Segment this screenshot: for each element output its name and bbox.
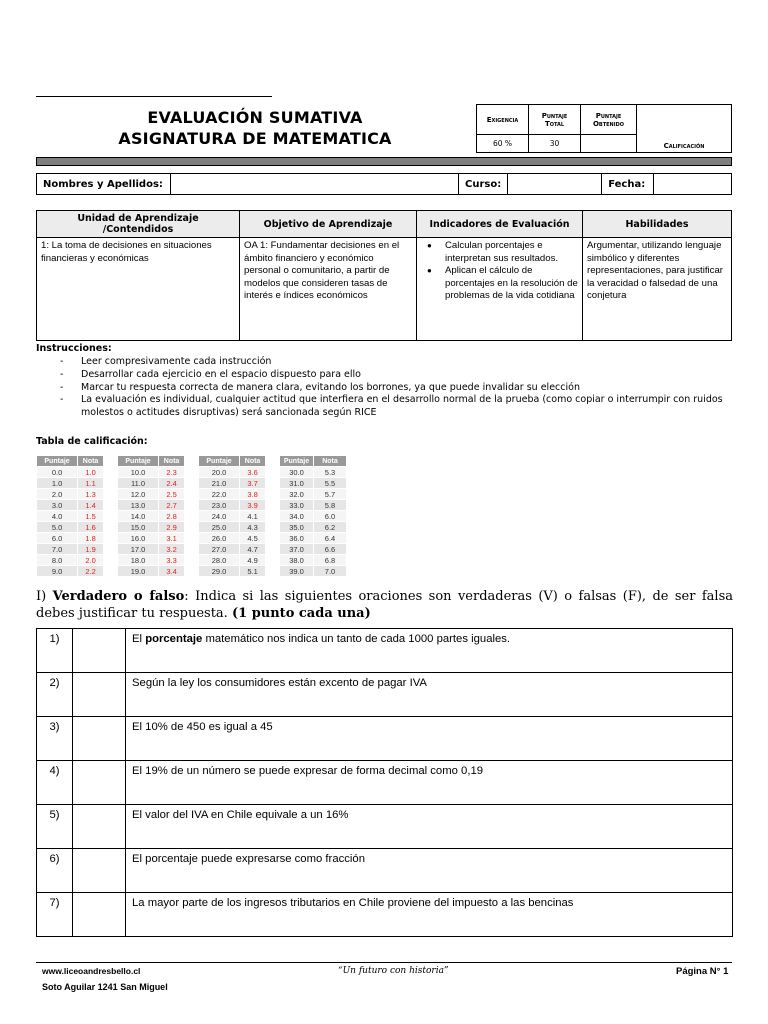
grade-nota-cell: 1.8: [78, 533, 104, 544]
table-row: [37, 478, 104, 489]
grade-puntaje-cell: 11.0: [118, 478, 159, 489]
grade-puntaje-cell: 28.0: [199, 555, 240, 566]
grade-nota-cell: 3.2: [159, 544, 185, 555]
grade-col-nota: Nota: [78, 456, 104, 467]
grade-nota-cell: 1.5: [78, 511, 104, 522]
table-row: 4) El 19% de un número se puede expresar de forma decimal como 0,19: [37, 761, 733, 805]
instructions-title: Instrucciones:: [36, 343, 112, 354]
course-field[interactable]: [508, 174, 602, 195]
grade-col-nota: Nota: [240, 456, 266, 467]
statement-cell: El 19% de un número se puede expresar de forma decimal como 0,19: [126, 761, 733, 805]
grade-puntaje-cell: 36.0: [280, 533, 314, 544]
grade-col-puntaje: Puntaje: [37, 456, 78, 467]
grade-puntaje-cell: 38.0: [280, 555, 314, 566]
grade-puntaje-cell: 33.0: [280, 500, 314, 511]
grade-puntaje-cell: 26.0: [199, 533, 240, 544]
header-skills: Habilidades: [583, 211, 732, 238]
grade-puntaje-cell: 4.0: [37, 511, 78, 522]
name-label: Nombres y Apellidos:: [37, 174, 171, 195]
answer-cell[interactable]: [73, 673, 126, 717]
table-row: 3) El 10% de 450 es igual a 45: [37, 717, 733, 761]
grade-col-puntaje: Puntaje: [118, 456, 159, 467]
header-indicators: Indicadores de Evaluación: [417, 211, 583, 238]
grade-nota-cell: 1.0: [78, 467, 104, 478]
separator-bar: [36, 157, 732, 166]
student-info-row: [36, 173, 732, 195]
grade-nota-cell: 3.9: [240, 500, 266, 511]
course-label: Curso:: [459, 174, 508, 195]
grade-nota-cell: 2.9: [159, 522, 185, 533]
table-row: [280, 533, 347, 544]
table-row: [199, 478, 266, 489]
table-row: [118, 544, 185, 555]
grade-puntaje-cell: 39.0: [280, 566, 314, 577]
grade-table-block: [117, 455, 185, 577]
grade-puntaje-cell: 12.0: [118, 489, 159, 500]
table-row: [280, 467, 347, 478]
unit-cell: 1: La toma de decisiones en situaciones financieras y económicas: [37, 238, 240, 341]
grade-nota-cell: 4.1: [240, 511, 266, 522]
grade-nota-cell: 1.6: [78, 522, 104, 533]
table-row: [199, 566, 266, 577]
table-row: [118, 566, 185, 577]
table-row: [280, 500, 347, 511]
unit-table: [36, 210, 732, 341]
table-row: [199, 522, 266, 533]
grade-puntaje-cell: 3.0: [37, 500, 78, 511]
footer-website[interactable]: www.liceoandresbello.cl: [42, 966, 141, 976]
puntaje-obtenido-field[interactable]: [581, 135, 637, 153]
objective-cell: OA 1: Fundamentar decisiones en el ámbito financiero y económico personal o comunitario, a partir de modelos que consideren tasas de interés e índices económicos: [240, 238, 417, 341]
bullet-icon: ●: [427, 241, 432, 250]
table-row: 7) La mayor parte de los ingresos tributarios en Chile proviene del impuesto a las bencinas: [37, 893, 733, 937]
statement-cell: El porcentaje matemático nos indica un tanto de cada 1000 partes iguales.: [126, 629, 733, 673]
grade-nota-cell: 1.1: [78, 478, 104, 489]
grade-puntaje-cell: 24.0: [199, 511, 240, 522]
answer-cell[interactable]: [73, 761, 126, 805]
header-unit: Unidad de Aprendizaje /Contendidos: [37, 211, 240, 238]
grade-col-nota: Nota: [314, 456, 347, 467]
table-row: [37, 544, 104, 555]
grade-nota-cell: 3.4: [159, 566, 185, 577]
grade-nota-cell: 5.1: [240, 566, 266, 577]
grade-puntaje-cell: 0.0: [37, 467, 78, 478]
table-row: [37, 522, 104, 533]
table-row: [118, 555, 185, 566]
table-row: [199, 467, 266, 478]
table-row: [199, 511, 266, 522]
grade-nota-cell: 6.8: [314, 555, 347, 566]
grade-puntaje-cell: 34.0: [280, 511, 314, 522]
table-row: [280, 489, 347, 500]
table-row: [280, 522, 347, 533]
table-row: 2) Según la ley los consumidores están excento de pagar IVA: [37, 673, 733, 717]
instructions-list: [60, 356, 736, 420]
grade-puntaje-cell: 6.0: [37, 533, 78, 544]
table-row: [118, 478, 185, 489]
grade-col-nota: Nota: [159, 456, 185, 467]
header-objective: Objetivo de Aprendizaje: [240, 211, 417, 238]
grade-nota-cell: 7.0: [314, 566, 347, 577]
true-false-table: [36, 628, 733, 937]
document-title: EVALUACIÓN SUMATIVA: [147, 108, 363, 127]
indicators-cell: [417, 238, 583, 341]
answer-cell[interactable]: [73, 805, 126, 849]
grade-col-puntaje: Puntaje: [199, 456, 240, 467]
grade-nota-cell: 2.3: [159, 467, 185, 478]
table-row: [280, 511, 347, 522]
grade-puntaje-cell: 30.0: [280, 467, 314, 478]
table-row: [37, 533, 104, 544]
footer-rule: [36, 962, 732, 963]
page-number: Página N° 1: [676, 966, 729, 977]
grade-table-label: Tabla de calificación:: [36, 436, 148, 447]
grade-puntaje-cell: 23.0: [199, 500, 240, 511]
table-row: [280, 544, 347, 555]
table-row: [199, 555, 266, 566]
table-row: [37, 467, 104, 478]
table-row: 6) El porcentaje puede expresarse como fracción: [37, 849, 733, 893]
grade-puntaje-cell: 9.0: [37, 566, 78, 577]
table-row: [199, 500, 266, 511]
grade-puntaje-cell: 22.0: [199, 489, 240, 500]
statement-cell: El 10% de 450 es igual a 45: [126, 717, 733, 761]
instruction-item: - Leer compresivamente cada instrucción: [60, 356, 272, 367]
statement-cell: El valor del IVA en Chile equivale a un 16%: [126, 805, 733, 849]
grade-nota-cell: 2.0: [78, 555, 104, 566]
grade-puntaje-cell: 16.0: [118, 533, 159, 544]
grade-col-puntaje: Puntaje: [280, 456, 314, 467]
section-1-instruction: I) Verdadero o falso: Indica si las siguientes oraciones son verdaderas (V) o falsas (F), de ser falsa debes justificar tu respuesta. (1 punto cada una): [36, 589, 734, 621]
indicator-item: ● Aplican el cálculo de porcentajes en la resolución de problemas de la vida cotidiana: [427, 265, 578, 301]
table-row: [118, 533, 185, 544]
table-row: [199, 544, 266, 555]
grade-nota-cell: 3.1: [159, 533, 185, 544]
table-row: 1) El porcentaje matemático nos indica un tanto de cada 1000 partes iguales.: [37, 629, 733, 673]
statement-cell: El porcentaje puede expresarse como fracción: [126, 849, 733, 893]
table-row: [118, 467, 185, 478]
exigencia-value: 60 %: [477, 135, 529, 153]
grade-puntaje-cell: 2.0: [37, 489, 78, 500]
grade-nota-cell: 5.8: [314, 500, 347, 511]
grade-nota-cell: 5.3: [314, 467, 347, 478]
subject-title: ASIGNATURA DE MATEMATICA: [118, 129, 392, 148]
grade-puntaje-cell: 14.0: [118, 511, 159, 522]
grade-puntaje-cell: 20.0: [199, 467, 240, 478]
puntaje-obtenido-label: Puntaje Obtenido: [581, 105, 637, 135]
grade-puntaje-cell: 29.0: [199, 566, 240, 577]
grade-nota-cell: 4.9: [240, 555, 266, 566]
section-1-points: (1 punto cada una): [231, 606, 371, 621]
table-row: [37, 500, 104, 511]
table-row: [37, 489, 104, 500]
grade-puntaje-cell: 18.0: [118, 555, 159, 566]
table-row: [118, 522, 185, 533]
grade-nota-cell: 6.6: [314, 544, 347, 555]
exigencia-label: Exigencia: [477, 105, 529, 135]
puntaje-total-label: Puntaje Total: [529, 105, 581, 135]
name-field[interactable]: [171, 174, 459, 195]
grade-nota-cell: 2.2: [78, 566, 104, 577]
puntaje-total-value: 30: [529, 135, 581, 153]
answer-cell[interactable]: [73, 717, 126, 761]
calificacion-label: Calificación: [637, 105, 732, 153]
grade-puntaje-cell: 25.0: [199, 522, 240, 533]
grade-puntaje-cell: 31.0: [280, 478, 314, 489]
grade-puntaje-cell: 37.0: [280, 544, 314, 555]
statement-cell: Según la ley los consumidores están excento de pagar IVA: [126, 673, 733, 717]
grade-puntaje-cell: 10.0: [118, 467, 159, 478]
grade-nota-cell: 3.3: [159, 555, 185, 566]
bullet-icon: ●: [427, 266, 432, 275]
table-row: [280, 555, 347, 566]
grade-puntaje-cell: 21.0: [199, 478, 240, 489]
grade-puntaje-cell: 13.0: [118, 500, 159, 511]
grade-nota-cell: 4.3: [240, 522, 266, 533]
instruction-item: - Desarrollar cada ejercicio en el espacio dispuesto para ello: [60, 368, 361, 380]
answer-cell[interactable]: [73, 629, 126, 673]
table-row: [280, 566, 347, 577]
grade-puntaje-cell: 35.0: [280, 522, 314, 533]
grade-nota-cell: 2.4: [159, 478, 185, 489]
date-label: Fecha:: [602, 174, 654, 195]
grade-nota-cell: 3.7: [240, 478, 266, 489]
grade-puntaje-cell: 27.0: [199, 544, 240, 555]
grade-nota-cell: 4.5: [240, 533, 266, 544]
grade-puntaje-cell: 7.0: [37, 544, 78, 555]
statement-cell: La mayor parte de los ingresos tributarios en Chile proviene del impuesto a las bencinas: [126, 893, 733, 937]
grade-puntaje-cell: 8.0: [37, 555, 78, 566]
grade-nota-cell: 2.7: [159, 500, 185, 511]
grade-nota-cell: 4.7: [240, 544, 266, 555]
grade-nota-cell: 1.4: [78, 500, 104, 511]
skills-cell: Argumentar, utilizando lenguaje simbólico y diferentes representaciones, para justificar la veracidad o falsedad de una conjetura: [583, 238, 732, 341]
grade-nota-cell: 6.4: [314, 533, 347, 544]
grade-table-block: [279, 455, 347, 577]
score-box: [476, 104, 732, 153]
indicator-item: ● Calculan porcentajes e interpretan sus resultados.: [427, 240, 559, 264]
answer-cell[interactable]: [73, 849, 126, 893]
grade-nota-cell: 6.0: [314, 511, 347, 522]
date-field[interactable]: [654, 174, 732, 195]
grade-puntaje-cell: 19.0: [118, 566, 159, 577]
table-row: [37, 555, 104, 566]
table-row: 5) El valor del IVA en Chile equivale a un 16%: [37, 805, 733, 849]
table-row: [118, 500, 185, 511]
grade-nota-cell: 5.7: [314, 489, 347, 500]
grade-table-block: [198, 455, 266, 577]
grade-nota-cell: 2.8: [159, 511, 185, 522]
table-row: [37, 511, 104, 522]
grade-nota-cell: 1.9: [78, 544, 104, 555]
grade-nota-cell: 2.5: [159, 489, 185, 500]
grade-puntaje-cell: 5.0: [37, 522, 78, 533]
section-1-title: Verdadero o falso: [52, 589, 185, 604]
instruction-item: - La evaluación es individual, cualquier actitud que interfiera en el desarrollo normal de la prueba (como copiar o interrumpir con ruidos molestos o actitudes disruptivas) será sancionada según RICE: [60, 394, 723, 419]
grade-puntaje-cell: 15.0: [118, 522, 159, 533]
table-row: [37, 566, 104, 577]
table-row: [118, 511, 185, 522]
header-rule: [36, 96, 272, 97]
table-row: [280, 478, 347, 489]
grade-puntaje-cell: 17.0: [118, 544, 159, 555]
grade-nota-cell: 5.5: [314, 478, 347, 489]
footer-motto: “Un futuro con historia”: [338, 966, 449, 976]
grade-puntaje-cell: 32.0: [280, 489, 314, 500]
answer-cell[interactable]: [73, 893, 126, 937]
table-row: [199, 533, 266, 544]
table-row: [199, 489, 266, 500]
table-row: [118, 489, 185, 500]
grade-nota-cell: 6.2: [314, 522, 347, 533]
grade-nota-cell: 3.6: [240, 467, 266, 478]
grade-nota-cell: 3.8: [240, 489, 266, 500]
instruction-item: - Marcar tu respuesta correcta de manera clara, evitando los borrones, ya que puede invalidar su elección: [60, 381, 580, 393]
grade-puntaje-cell: 1.0: [37, 478, 78, 489]
grade-table-block: [36, 455, 104, 577]
footer-address: Soto Aguilar 1241 San Miguel: [42, 982, 168, 992]
grade-nota-cell: 1.3: [78, 489, 104, 500]
